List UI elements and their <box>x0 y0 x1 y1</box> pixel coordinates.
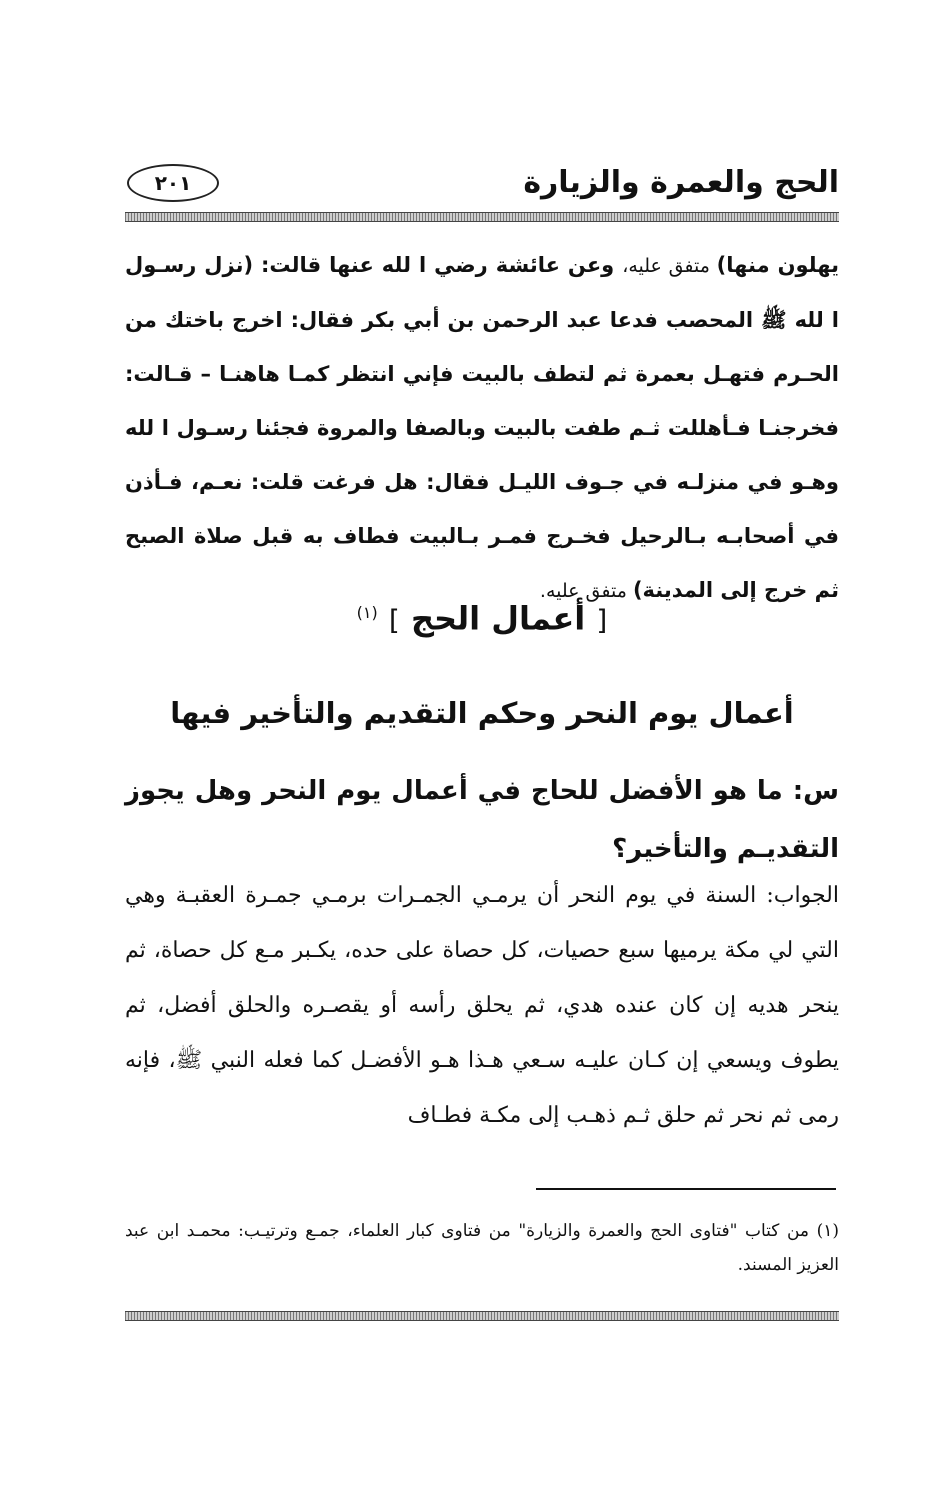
footnote-separator <box>536 1188 836 1190</box>
page-number: ٢٠١ <box>127 164 219 202</box>
hadith-text-bold-a: يهلون منها) <box>716 253 839 277</box>
header-rule <box>125 212 839 222</box>
section-open-bracket: [ <box>596 603 608 637</box>
section-close-bracket: ] <box>388 603 400 637</box>
chapter-heading: أعمال يوم النحر وحكم التقديم والتأخير فيها <box>170 696 794 730</box>
section-title <box>125 583 839 651</box>
question-paragraph: س: ما هو الأفضل للحاج في أعمال يوم النحر وهل يجوز التقديـم والتأخير؟ <box>125 776 839 864</box>
page-header <box>125 160 839 206</box>
hadith-paragraph <box>125 238 839 618</box>
answer-paragraph: الجواب: السنة في يوم النحر أن يرمـي الجمـرات برمـي جمـرة العقبـة وهي التي لي مكة يرميها سبع حصيات، كل حصاة على حده، يكـبر مـع كل حصاة، ثم ينحر هديه إن كان عنده هدي، ثم يحلق رأسه أو يقصـره والحلق أفضل، ثم يطوف ويسعي إن كـان عليـه سـعي هـذا هـو الأفضـل كما فعله النبي ﷺ، فإنه رمى ثم نحر ثم حلق ثـم ذهـب إلى مكـة فطـاف <box>125 883 839 1128</box>
footnote-reference: (١) <box>356 603 378 622</box>
footer-rule <box>125 1311 839 1321</box>
hadith-text-light-b: متفق عليه. <box>539 580 633 602</box>
footnote: (١) من كتاب "فتاوى الحج والعمرة والزيارة" من فتاوى كبار العلماء، جمـع وترتيـب: محمـد ابن عبد العزيز المسند. <box>125 1221 839 1275</box>
hadith-text-bold-b: وعن عائشة رضي ا لله عنها قالت: (نزل رسـول ا لله ﷺ المحصب فدعا عبد الرحمن بن أبي بكر فقال: اخرج باختك من الحـرم فتهـل بعمرة ثم لتطف بالبيت فإني انتظر كمـا هاهنـا – قـالت: فخرجنـا فـأهللت ثـم طفت بالبيت وبالصفا والمروة فجئنا رسـول ا لله وهـو في منزلـه في جـوف الليـل فقال: هل فرغت قلت: نعـم، فـأذن في أصحابـه بـالرحيل فخـرج فمـر بـالبيت فطاف به قبل صلاة الصبح ثم خرج إلى المدينة) <box>125 253 839 602</box>
running-title: الحج والعمرة والزيارة <box>523 165 839 200</box>
section-title-text: أعمال الحج <box>399 599 597 638</box>
hadith-text-light-a: متفق عليه، <box>622 255 717 277</box>
